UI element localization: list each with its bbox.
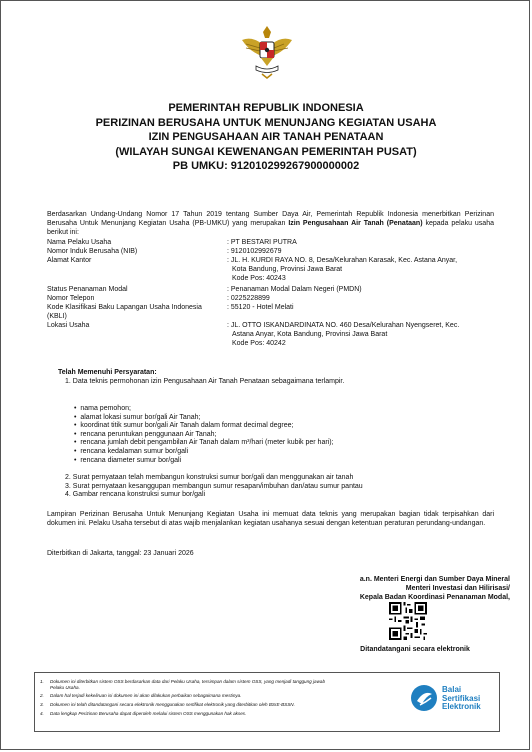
field-value-cont: Kode Pos: 40243 xyxy=(232,275,286,282)
requirement-bullet-list xyxy=(74,405,334,465)
field-value: : JL. OTTO ISKANDARDINATA NO. 460 Desa/Kelurahan Nyengseret, Kec. xyxy=(227,322,460,329)
signature-line: a.n. Menteri Energi dan Sumber Daya Mineral xyxy=(359,576,510,583)
issue-date: Diterbitkan di Jakarta, tanggal: 23 Januari 2026 xyxy=(47,550,194,557)
intro-text: Berdasarkan Undang-Undang Nomor 17 Tahun 2019 tentang Sumber Daya Air, Pemerintah Republik Indonesia menerbitkan Perizinan Berusaha Untuk Menunjang Kegiatan Usaha (PB-UMKU) yang merupakan xyxy=(47,211,494,227)
requirements-title: Telah Memenuhi Persyaratan: xyxy=(58,369,157,376)
field-value: : JL. H. KURDI RAYA NO. 8, Desa/Kelurahan Karasak, Kec. Astana Anyar, xyxy=(227,257,458,264)
signature-block xyxy=(300,575,510,602)
field-label-cont: (KBLI) xyxy=(47,313,67,320)
field-value: : 55120 - Hotel Melati xyxy=(227,304,294,311)
footnote-number: 2. xyxy=(40,693,44,698)
requirement-item xyxy=(65,474,363,500)
intro-permit-name: Izin Pengusahaan Air Tanah (Penataan) xyxy=(288,219,423,227)
qr-code-icon xyxy=(389,602,427,640)
requirement-item-4: 4. Gambar rencana konstruksi sumur bor/gali xyxy=(65,491,206,499)
footnote-text: Dokumen ini diterbitkan sistem OSS berdasarkan data dari Pelaku Usaha, tersimpan dalam sistem OSS, yang menjadi tanggung jawab xyxy=(50,679,326,684)
intro-paragraph xyxy=(47,211,494,237)
signature-line: Menteri Investasi dan Hilirisasi/ xyxy=(405,585,510,592)
field-value: : Penanaman Modal Dalam Negeri (PMDN) xyxy=(227,286,362,293)
header-government: PEMERINTAH REPUBLIK INDONESIA xyxy=(168,102,364,114)
requirement-item-2: 2. Surat pernyataan telah membangun konstruksi sumur bor/gali dan menggunakan air tanah xyxy=(65,474,354,481)
footnote-text: Dalam hal terjadi kekeliruan isi dokumen ini akan dilakukan perbaikan sebagaimana mestinya. xyxy=(50,693,242,698)
requirement-bullet: • nama pemohon; xyxy=(74,405,131,412)
field-value-cont: Kode Pos: 40242 xyxy=(232,340,286,347)
field-label: Nomor Induk Berusaha (NIB) xyxy=(47,248,138,255)
header-pb-umku-number: PB UMKU: 912010299267900000002 xyxy=(172,160,360,172)
bsre-logo-text: Balai Sertifikasi Elektronik xyxy=(442,685,481,711)
field-label: Alamat Kantor xyxy=(47,257,92,264)
intro-text-end: kepada pelaku usaha berikut ini: xyxy=(47,219,494,236)
garuda-emblem xyxy=(238,22,296,80)
field-label: Nomor Telepon xyxy=(47,295,95,302)
requirement-bullet: • rencana diameter sumur bor/gali xyxy=(74,456,182,464)
field-label: Status Penanaman Modal xyxy=(47,286,128,293)
signature-line: Kepala Badan Koordinasi Penanaman Modal, xyxy=(359,594,510,601)
header-permit-type: IZIN PENGUSAHAAN AIR TANAH PENATAAN xyxy=(148,131,384,143)
footnote-number: 3. xyxy=(40,702,44,707)
footnote-text: Data lengkap Perizinan Berusaha dapat diperoleh melalui sistem OSS menggunakan hak akses. xyxy=(50,711,247,716)
field-label: Kode Klasifikasi Baku Lapangan Usaha Indonesia xyxy=(47,304,202,311)
field-value: : 9120102992679 xyxy=(227,248,282,255)
field-value-cont: Kota Bandung, Provinsi Jawa Barat xyxy=(232,266,343,273)
document-header xyxy=(0,101,532,174)
requirement-item: 1. Data teknis permohonan izin Pengusahaan Air Tanah Penataan sebagaimana terlampir. xyxy=(65,378,345,385)
requirement-bullet: • alamat lokasi sumur bor/gali Air Tanah; xyxy=(74,413,201,421)
electronic-signature-note: Ditandatangani secara elektronik xyxy=(360,646,470,653)
field-value: : PT BESTARI PUTRA xyxy=(227,239,297,246)
header-permit-category: PERIZINAN BERUSAHA UNTUK MENUNJANG KEGIATAN USAHA xyxy=(95,116,437,129)
field-value-cont: Astana Anyar, Kota Bandung, Provinsi Jawa Barat xyxy=(232,331,388,338)
attachment-paragraph: Lampiran Perizinan Berusaha Untuk Menunjang Kegiatan Usaha ini memuat data teknis yang merupakan bagian tidak terpisahkan dari dokumen ini. Pelaku Usaha tersebut di atas wajib menjalankan kegiatan usahanya sesuai dengan ketentuan peraturan perundang-undangan. xyxy=(47,511,494,527)
footnote-number: 4. xyxy=(40,711,44,716)
footnote-text: Dokumen ini telah ditandatangani secara elektronik menggunakan sertifikat elektronik yang diterbitkan oleh BSrE-BSSN. xyxy=(50,702,295,707)
requirement-item-3: 3. Surat pernyataan kesanggupan membangun sumur resapan/imbuhan dan/atau sumur pantau xyxy=(65,482,363,490)
requirement-bullet: • rencana jumlah debit pengambilan Air Tanah dalam m³/hari (meter kubik per hari); xyxy=(74,439,334,447)
footnote-number: 1. xyxy=(40,679,44,684)
footnote-text-cont: Pelaku Usaha. xyxy=(50,685,80,690)
field-value: : 0225228899 xyxy=(227,295,270,302)
requirement-bullet: • rencana kedalaman sumur bor/gali xyxy=(74,447,189,455)
requirement-bullet: • koordinat titik sumur bor/gali Air Tanah dalam format decimal degree; xyxy=(74,422,294,430)
bsre-logo-icon xyxy=(410,684,438,712)
requirement-bullet: • rencana peruntukan penggunaan Air Tanah; xyxy=(74,430,217,438)
field-label: Lokasi Usaha xyxy=(47,322,90,329)
header-jurisdiction: (WILAYAH SUNGAI KEWENANGAN PEMERINTAH PUSAT) xyxy=(115,145,417,158)
field-label: Nama Pelaku Usaha xyxy=(47,239,112,246)
